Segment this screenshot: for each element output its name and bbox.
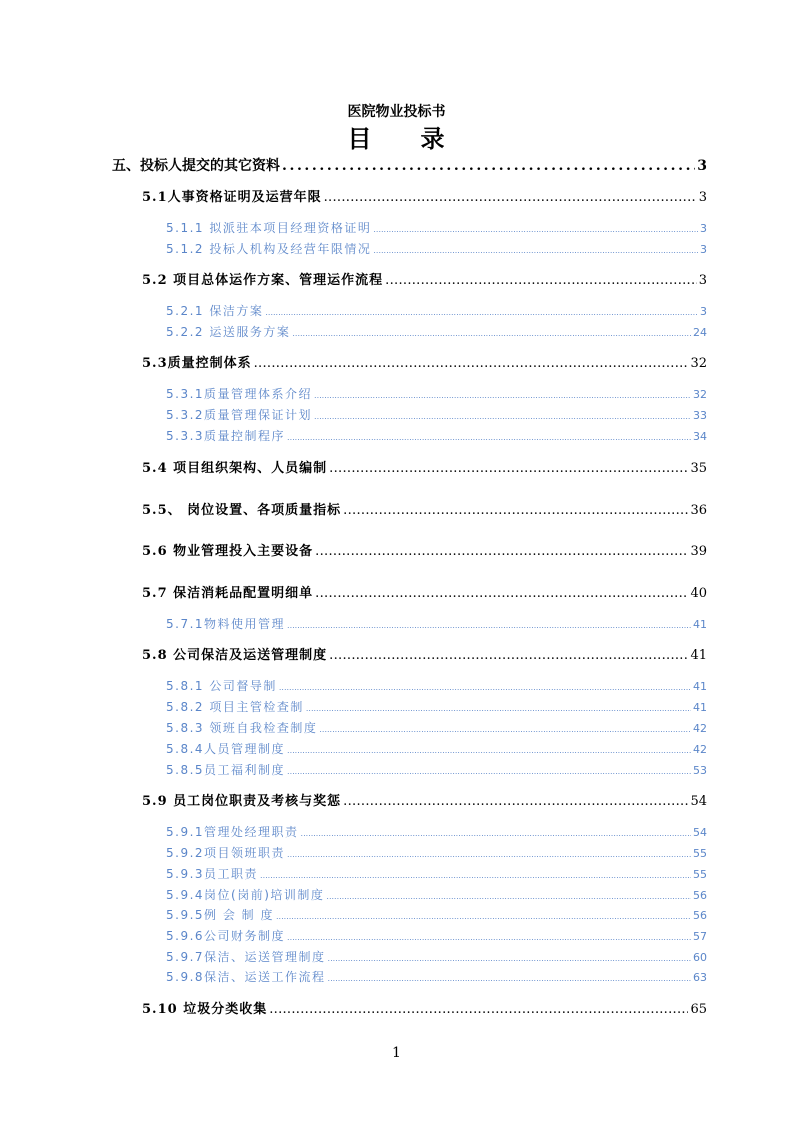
toc-leader: [301, 825, 691, 837]
toc-leader: [260, 867, 691, 879]
toc-entry[interactable]: [166, 677, 707, 696]
toc-entry-title: 5.9.5例 会 制 度: [166, 908, 274, 922]
toc-entry-page: 55: [693, 847, 707, 860]
toc-entry[interactable]: [166, 240, 707, 259]
toc-entry-page: 35: [690, 461, 707, 476]
toc-leader: [328, 970, 691, 982]
toc-entry-page: 54: [693, 826, 707, 839]
toc-entry-title: 5.9.1管理处经理职责: [166, 825, 299, 839]
toc-entry-page: 33: [693, 409, 707, 422]
toc-entry-title: 五、投标人提交的其它资料: [112, 158, 280, 174]
toc-entry-title: 5.6 物业管理投入主要设备: [142, 544, 314, 559]
toc-entry[interactable]: [142, 584, 707, 604]
toc-entry[interactable]: [142, 542, 707, 562]
toc-entry-title: 5.2 项目总体运作方案、管理运作流程: [142, 273, 384, 288]
toc-leader: [282, 156, 695, 170]
toc-entry-page: 56: [693, 909, 707, 922]
toc-heading-right: 录: [420, 124, 446, 153]
toc-entry[interactable]: [166, 385, 707, 404]
toc-leader: [319, 721, 691, 733]
toc-entry-title: 5.8.1 公司督导制: [166, 679, 277, 693]
toc-leader: [265, 304, 698, 316]
toc-entry-page: 42: [693, 722, 707, 735]
toc-entry-page: 24: [693, 326, 707, 339]
toc-entry[interactable]: [142, 271, 707, 291]
toc-leader: [343, 792, 688, 805]
toc-leader: [287, 617, 691, 629]
toc-entry-title: 5.9.6公司财务制度: [166, 929, 286, 943]
toc-entry-title: 5.8.2 项目主管检查制: [166, 700, 304, 714]
toc-leader: [385, 271, 697, 284]
toc-entry-title: 5.5、 岗位设置、各项质量指标: [142, 503, 342, 518]
toc-leader: [306, 700, 691, 712]
toc-leader: [287, 429, 691, 441]
toc-entry[interactable]: [142, 646, 707, 666]
toc-heading: [0, 124, 793, 154]
toc-entry-page: 3: [700, 243, 707, 256]
toc-entry-title: 5.9.3员工职责: [166, 867, 259, 881]
toc-entry[interactable]: [166, 219, 707, 238]
toc-entry-page: 3: [697, 158, 707, 174]
toc-entry-page: 54: [690, 794, 707, 809]
toc-leader: [329, 459, 688, 472]
toc-entry[interactable]: [166, 823, 707, 842]
toc-entry-title: 5.1.2 投标人机构及经营年限情况: [166, 242, 372, 256]
toc-entry[interactable]: [166, 427, 707, 446]
toc-entry[interactable]: [166, 886, 707, 905]
toc-entry-page: 32: [693, 388, 707, 401]
toc-entry-page: 63: [693, 971, 707, 984]
toc-entry-page: 56: [693, 889, 707, 902]
document-title: 医院物业投标书: [347, 104, 446, 120]
toc-entry-title: 5.4 项目组织架构、人员编制: [142, 461, 328, 476]
toc-entry-title: 5.7.1物料使用管理: [166, 617, 286, 631]
toc-entry-page: 3: [700, 305, 707, 318]
toc-entry-title: 5.3质量控制体系: [142, 356, 252, 371]
toc-leader: [315, 542, 688, 555]
toc-entry[interactable]: [142, 501, 707, 521]
toc-entry-title: 5.2.1 保洁方案: [166, 304, 264, 318]
toc-entry[interactable]: [166, 948, 707, 967]
toc-entry[interactable]: [166, 906, 707, 925]
toc-entry-page: 60: [693, 951, 707, 964]
toc-entry[interactable]: [166, 761, 707, 780]
toc-leader: [287, 846, 691, 858]
toc-entry[interactable]: [142, 1000, 707, 1020]
toc-leader: [292, 325, 691, 337]
toc-leader: [343, 501, 688, 514]
toc-entry[interactable]: [142, 459, 707, 479]
toc-entry-page: 55: [693, 868, 707, 881]
toc-entry-title: 5.3.1质量管理体系介绍: [166, 387, 313, 401]
toc-entry[interactable]: [166, 740, 707, 759]
toc-entry-title: 5.1人事资格证明及运营年限: [142, 190, 322, 205]
toc-entry-page: 32: [690, 356, 707, 371]
toc-entry-title: 5.8.4人员管理制度: [166, 742, 286, 756]
toc-leader: [314, 387, 691, 399]
toc-entry[interactable]: [166, 719, 707, 738]
toc-leader: [373, 221, 698, 233]
toc-leader: [328, 950, 691, 962]
toc-leader: [269, 1000, 688, 1013]
toc-leader: [287, 763, 691, 775]
toc-entry-title: 5.9.7保洁、运送管理制度: [166, 950, 326, 964]
toc-leader: [314, 408, 691, 420]
toc-leader: [287, 929, 691, 941]
toc-entry-title: 5.3.3质量控制程序: [166, 429, 286, 443]
toc-entry-title: 5.8.5员工福利制度: [166, 763, 286, 777]
toc-heading-left: 目: [347, 124, 373, 153]
toc-leader: [329, 646, 688, 659]
toc-leader: [287, 742, 691, 754]
toc-entry-page: 3: [698, 273, 707, 288]
toc-entry[interactable]: [142, 354, 707, 374]
toc-entry[interactable]: [166, 302, 707, 321]
toc-entry-title: 5.8.3 领班自我检查制度: [166, 721, 318, 735]
page-number: 1: [392, 1045, 401, 1061]
toc-entry[interactable]: [166, 968, 707, 987]
toc-entry-page: 40: [690, 586, 707, 601]
toc-entry-page: 41: [693, 680, 707, 693]
toc-entry[interactable]: [142, 792, 707, 812]
toc-entry-title: 5.9.4岗位(岗前)培训制度: [166, 888, 325, 902]
toc-entry-page: 41: [693, 701, 707, 714]
toc-leader: [315, 584, 688, 597]
toc-entry-page: 36: [690, 503, 707, 518]
toc-entry[interactable]: [166, 865, 707, 884]
toc-entry-title: 5.1.1 拟派驻本项目经理资格证明: [166, 221, 372, 235]
toc-entry[interactable]: [166, 927, 707, 946]
toc-entry[interactable]: [166, 698, 707, 717]
toc-entry-page: 39: [690, 544, 707, 559]
toc-entry[interactable]: [166, 615, 707, 634]
toc-entry-page: 3: [700, 222, 707, 235]
toc-entry[interactable]: [166, 844, 707, 863]
toc-leader: [326, 888, 691, 900]
toc-entry-title: 5.8 公司保洁及运送管理制度: [142, 648, 328, 663]
toc-leader: [279, 679, 691, 691]
toc-leader: [373, 242, 698, 254]
toc-leader: [324, 188, 697, 201]
toc-entry-title: 5.2.2 运送服务方案: [166, 325, 291, 339]
toc-entry[interactable]: [142, 188, 707, 208]
toc-entry[interactable]: [112, 156, 707, 176]
toc-entry-page: 53: [693, 764, 707, 777]
toc-entry-title: 5.9.8保洁、运送工作流程: [166, 970, 326, 984]
toc-entry-title: 5.10 垃圾分类收集: [142, 1002, 268, 1017]
toc-entry-page: 57: [693, 930, 707, 943]
toc-entry-title: 5.9.2项目领班职责: [166, 846, 286, 860]
toc-entry-page: 41: [690, 648, 707, 663]
toc-entry[interactable]: [166, 406, 707, 425]
toc-entry-title: 5.7 保洁消耗品配置明细单: [142, 586, 314, 601]
toc-entry-page: 42: [693, 743, 707, 756]
toc-entry[interactable]: [166, 323, 707, 342]
toc-entry-title: 5.9 员工岗位职责及考核与奖惩: [142, 794, 342, 809]
toc-entry-page: 41: [693, 618, 707, 631]
toc-entry-page: 34: [693, 430, 707, 443]
toc-leader: [254, 354, 689, 367]
toc-leader: [276, 908, 691, 920]
toc-entry-page: 65: [690, 1002, 707, 1017]
toc-entry-page: 3: [698, 190, 707, 205]
toc-entry-title: 5.3.2质量管理保证计划: [166, 408, 313, 422]
